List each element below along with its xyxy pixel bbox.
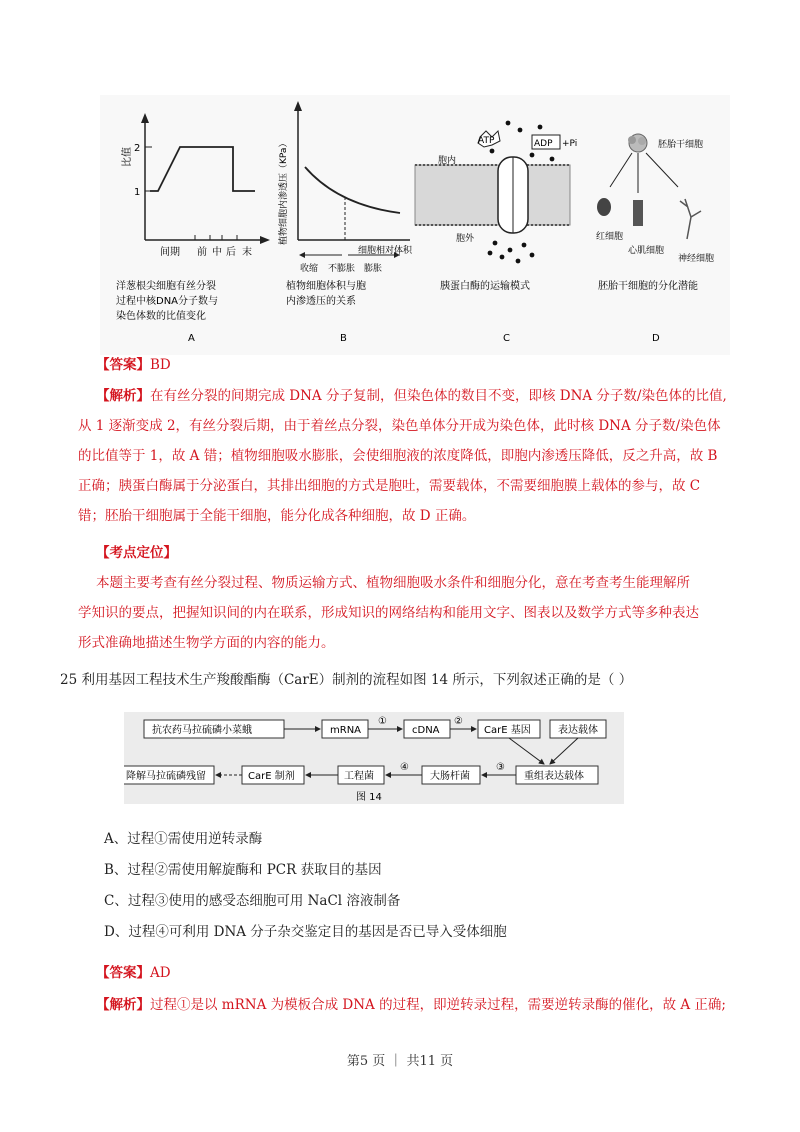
flow-step-3: ③ — [496, 762, 505, 773]
analysis-1-line-1: 从 1 逐渐变成 2，有丝分裂后期，由于着丝点分裂，染色单体分开成为染色体，此时核 DNA 分子数/染色体 — [78, 418, 721, 434]
panel-d-caption-0: 胚胎干细胞的分化潜能 — [598, 281, 698, 292]
page-footer: 第5 页 ｜ 共11 页 — [346, 1054, 454, 1069]
option-c: C、过程③使用的感受态细胞可用 NaCl 溶液制备 — [104, 893, 401, 909]
answer-2-label: 【答案】 — [96, 965, 150, 981]
analysis-2-label: 【解析】 — [96, 997, 150, 1013]
analysis-1-line-3: 正确；胰蛋白酶属于分泌蛋白，其排出细胞的方式是胞吐，需要载体，不需要细胞膜上载体的参与，故 C — [78, 478, 701, 494]
flow-box-5: 重组表达载体 — [524, 771, 584, 782]
analysis-1-line-2: 的比值等于 1，故 A 错；植物细胞吸水膨胀，会使细胞液的浓度降低，即胞内渗透压降低，反之升高，故 B — [78, 448, 718, 464]
kaodian-section — [78, 538, 738, 658]
panel-d-cell-0: 红细胞 — [596, 232, 624, 242]
analysis-2 — [96, 990, 746, 1020]
panel-a-caption-1: 过程中核DNA分子数与 — [116, 296, 219, 307]
flow-box-8: CarE 制剂 — [248, 771, 295, 782]
panel-a-caption-0: 洋葱根尖细胞有丝分裂 — [116, 281, 216, 292]
panel-a-ylabel: 比值 — [122, 147, 133, 167]
kaodian-line-1: 学知识的要点，把握知识间的内在联系，形成知识的网络结构和能用文字、图表以及数学方式等多种表达 — [78, 605, 699, 621]
answer-2-value: AD — [150, 965, 171, 981]
analysis-1 — [78, 381, 738, 531]
kaodian-line-0: 本题主要考查有丝分裂过程、物质运输方式、植物细胞吸水条件和细胞分化，意在考查考生能理解所 — [96, 575, 690, 591]
figure-svg — [100, 95, 730, 355]
answer-1 — [96, 350, 756, 380]
panel-c-adp: ADP — [534, 139, 553, 149]
panel-a-caption-2: 染色体数的比值变化 — [116, 311, 206, 322]
panel-b-xlabel: 细胞相对体积 — [358, 246, 413, 256]
flow-box-7: 工程菌 — [344, 771, 374, 782]
panel-a-xtick-1: 前 — [197, 247, 207, 258]
panel-a-letter: A — [188, 333, 195, 344]
answer-1-label: 【答案】 — [96, 357, 150, 373]
panel-c — [415, 121, 577, 344]
panel-c-pi: +Pi — [562, 139, 578, 149]
answer-2 — [96, 958, 756, 988]
flow-step-1: ① — [378, 716, 387, 727]
panel-c-outside: 胞外 — [456, 234, 475, 244]
panel-a-xtick-3: 后 — [226, 247, 236, 258]
figure-biology-panels — [100, 95, 730, 355]
option-d: D、过程④可利用 DNA 分子杂交鉴定目的基因是否已导入受体细胞 — [104, 924, 507, 940]
panel-b-letter: B — [340, 333, 347, 344]
flow-diagram — [124, 712, 624, 804]
panel-a-ytick-1: 1 — [134, 187, 141, 198]
panel-d-cell-1: 心肌细胞 — [628, 246, 665, 256]
panel-b-state-1: 不膨胀 — [328, 264, 356, 274]
flow-step-2: ② — [454, 716, 463, 727]
panel-c-caption-0: 胰蛋白酶的运输模式 — [440, 281, 530, 292]
flow-box-2: cDNA — [412, 725, 440, 736]
kaodian-line-2: 形式准确地描述生物学方面的内容的能力。 — [78, 635, 335, 651]
panel-b-ylabel: 植物细胞内渗透压（KPa） — [279, 138, 289, 245]
analysis-1-label: 【解析】 — [96, 388, 150, 404]
flow-box-9: 降解马拉硫磷残留 — [126, 771, 206, 782]
panel-b-state-0: 收缩 — [300, 264, 319, 274]
flow-box-3: CarE 基因 — [484, 725, 531, 736]
flow-box-4: 表达载体 — [558, 725, 598, 736]
kaodian-label: 【考点定位】 — [96, 545, 177, 561]
panel-b — [277, 101, 413, 344]
panel-a-xtick-4: 末 — [242, 247, 252, 258]
panel-a-xtick-0: 间期 — [160, 247, 180, 258]
panel-c-letter: C — [503, 333, 510, 344]
flow-svg — [124, 712, 624, 804]
panel-a-xtick-2: 中 — [212, 247, 222, 258]
panel-d-letter: D — [652, 333, 660, 344]
panel-a — [116, 113, 270, 344]
option-a: A、过程①需使用逆转录酶 — [104, 831, 263, 847]
panel-c-atp: ATP — [478, 136, 495, 146]
panel-c-inside: 胞内 — [438, 156, 457, 166]
analysis-1-line-0: 在有丝分裂的间期完成 DNA 分子复制，但染色体的数目不变，即核 DNA 分子数/染色体的比值, — [150, 388, 727, 404]
panel-a-ytick-2: 2 — [134, 143, 141, 154]
panel-d-cell-2: 神经细胞 — [678, 254, 715, 264]
analysis-1-line-4: 错；胚胎干细胞属于全能干细胞，能分化成各种细胞，故 D 正确。 — [78, 508, 476, 524]
panel-b-caption-1: 内渗透压的关系 — [286, 296, 356, 307]
flow-box-1: mRNA — [330, 725, 362, 736]
flow-caption: 图 14 — [356, 792, 382, 803]
flow-box-0: 抗农药马拉硫磷小菜蛾 — [152, 725, 252, 736]
flow-step-4: ④ — [400, 762, 409, 773]
panel-d-stem: 胚胎干细胞 — [658, 140, 704, 150]
question-25: 25 利用基因工程技术生产羧酸酯酶（CarE）制剂的流程如图 14 所示，下列叙述正确的是（ ） — [60, 672, 633, 688]
panel-b-state-2: 膨胀 — [364, 264, 383, 274]
answer-1-value: BD — [150, 357, 171, 373]
panel-b-caption-0: 植物细胞体积与胞 — [286, 281, 366, 292]
flow-box-6: 大肠杆菌 — [430, 771, 470, 782]
option-b: B、过程②需使用解旋酶和 PCR 获取目的基因 — [104, 862, 382, 878]
analysis-2-text: 过程①是以 mRNA 为模板合成 DNA 的过程，即逆转录过程，需要逆转录酶的催化，故 A 正确; — [150, 997, 726, 1013]
panel-d — [596, 134, 714, 344]
